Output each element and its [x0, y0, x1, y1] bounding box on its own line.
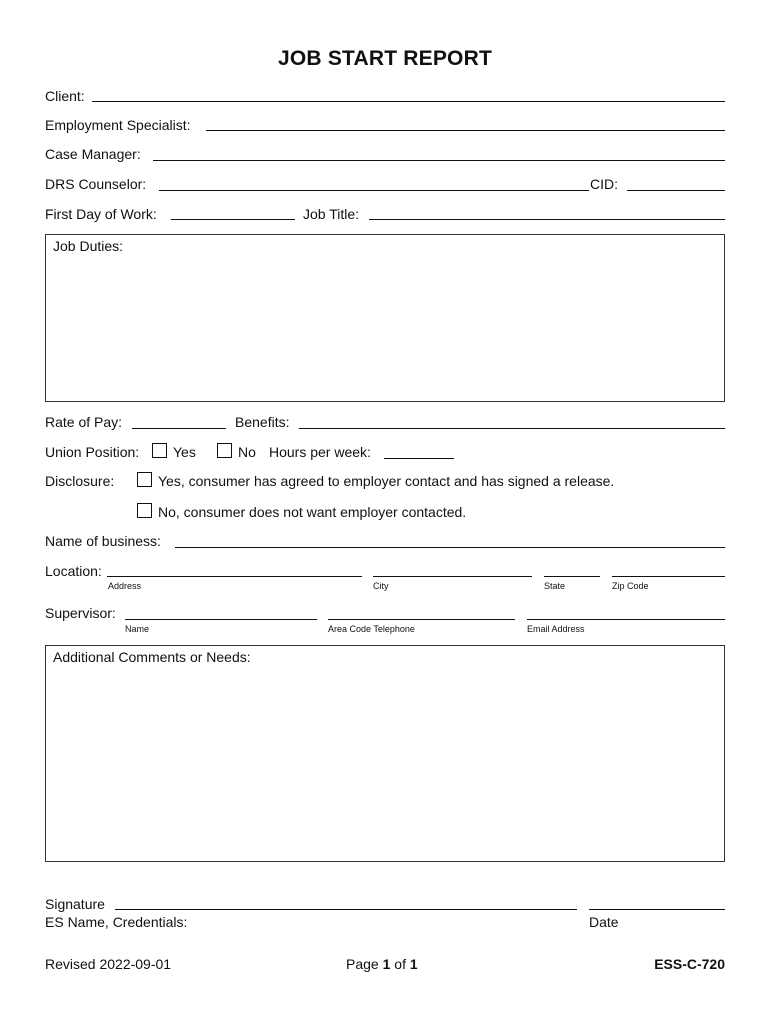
union-position-label: Union Position:: [45, 444, 140, 460]
drs-counselor-field[interactable]: [159, 190, 589, 191]
supervisor-label: Supervisor:: [45, 605, 116, 621]
disclosure-label: Disclosure:: [45, 473, 115, 489]
page-of: of: [394, 956, 406, 972]
client-label: Client:: [45, 88, 85, 104]
page-prefix: Page: [346, 956, 379, 972]
additional-comments-label: Additional Comments or Needs:: [53, 649, 251, 665]
zip-caption: Zip Code: [612, 581, 649, 591]
job-title-field[interactable]: [369, 219, 725, 220]
disclosure-no-label: No, consumer does not want employer contacted.: [158, 504, 467, 520]
form-code: ESS-C-720: [654, 956, 725, 972]
benefits-field[interactable]: [299, 428, 725, 429]
employment-specialist-label: Employment Specialist:: [45, 117, 191, 133]
supervisor-email-caption: Email Address: [527, 624, 585, 634]
job-title-label: Job Title:: [303, 206, 360, 222]
hours-per-week-label: Hours per week:: [269, 444, 371, 460]
state-caption: State: [544, 581, 566, 591]
supervisor-name-field[interactable]: [125, 619, 317, 620]
union-no-checkbox[interactable]: [217, 443, 232, 458]
disclosure-no-checkbox[interactable]: [137, 503, 152, 518]
location-label: Location:: [45, 563, 102, 579]
business-name-label: Name of business:: [45, 533, 161, 549]
hours-per-week-field[interactable]: [384, 458, 454, 459]
date-label: Date: [589, 914, 619, 930]
additional-comments-box[interactable]: [45, 645, 725, 862]
rate-of-pay-label: Rate of Pay:: [45, 414, 123, 430]
supervisor-phone-caption: Area Code Telephone: [328, 624, 415, 634]
first-day-field[interactable]: [171, 219, 295, 220]
address-field[interactable]: [107, 576, 362, 577]
employment-specialist-field[interactable]: [206, 130, 725, 131]
form-title: JOB START REPORT: [278, 47, 492, 70]
signature-label: Signature: [45, 896, 105, 912]
zip-field[interactable]: [612, 576, 725, 577]
es-name-label: ES Name, Credentials:: [45, 914, 188, 930]
union-yes-checkbox[interactable]: [152, 443, 167, 458]
union-yes-label: Yes: [173, 444, 196, 460]
job-duties-box[interactable]: [45, 234, 725, 402]
disclosure-yes-checkbox[interactable]: [137, 472, 152, 487]
first-day-label: First Day of Work:: [45, 206, 157, 222]
drs-counselor-label: DRS Counselor:: [45, 176, 147, 192]
case-manager-field[interactable]: [153, 160, 725, 161]
address-caption: Address: [108, 581, 142, 591]
disclosure-yes-label: Yes, consumer has agreed to employer contact and has signed a release.: [158, 473, 615, 489]
page-total: 1: [409, 956, 418, 972]
union-no-label: No: [238, 444, 256, 460]
client-field[interactable]: [92, 101, 725, 102]
business-name-field[interactable]: [175, 547, 725, 548]
page-current: 1: [382, 956, 391, 972]
state-field[interactable]: [544, 576, 600, 577]
supervisor-name-caption: Name: [125, 624, 150, 634]
cid-field[interactable]: [627, 190, 725, 191]
rate-of-pay-field[interactable]: [132, 428, 226, 429]
supervisor-email-field[interactable]: [527, 619, 725, 620]
benefits-label: Benefits:: [235, 414, 290, 430]
case-manager-label: Case Manager:: [45, 146, 141, 162]
supervisor-phone-field[interactable]: [328, 619, 515, 620]
signature-field[interactable]: [115, 909, 577, 910]
city-field[interactable]: [373, 576, 532, 577]
city-caption: City: [373, 581, 389, 591]
date-field[interactable]: [589, 909, 725, 910]
page-number: [346, 956, 418, 972]
cid-label: CID:: [590, 176, 618, 192]
job-duties-label: Job Duties:: [53, 238, 124, 254]
revised-date: Revised 2022-09-01: [45, 956, 172, 972]
